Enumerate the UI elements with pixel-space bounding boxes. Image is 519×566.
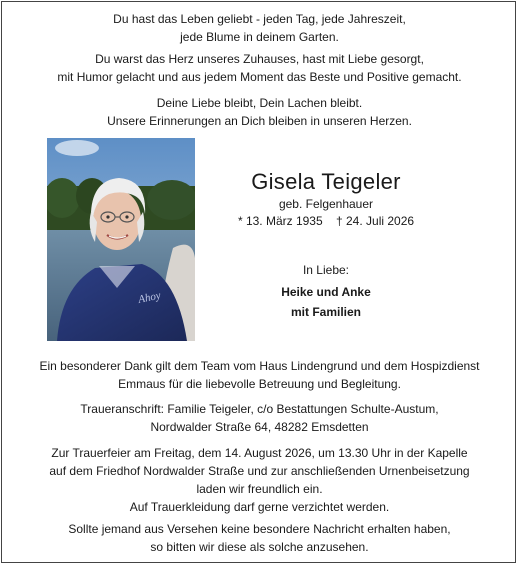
thanks-line: Ein besonderer Dank gilt dem Team vom Haus Lindengrund und dem Hospizdienst [39, 359, 480, 373]
maiden-name: geb. Felgenhauer [278, 197, 374, 211]
address-line: Traueranschrift: Familie Teigeler, c/o Bestattungen Schulte-Austum, [80, 402, 439, 416]
ceremony-line: auf dem Friedhof Nordwalder Straße und zur anschließenden Urnenbeisetzung [49, 464, 470, 478]
deceased-name: Gisela Teigeler [251, 169, 401, 194]
verse-line: Unsere Erinnerungen an Dich bleiben in unseren Herzen. [107, 114, 412, 128]
mourners-intro: In Liebe: [302, 263, 350, 277]
ceremony-line: laden wir freundlich ein. [196, 482, 323, 496]
thanks-line: Emmaus für die liebevolle Betreuung und Begleitung. [118, 377, 401, 391]
ceremony-line: Auf Trauerkleidung darf gerne verzichtet werden. [129, 500, 390, 514]
verse-paragraph-1 [0, 10, 519, 46]
birth-date: * 13. März 1935 [237, 214, 323, 228]
verse-line: mit Humor gelacht und aus jedem Moment das Beste und Positive gemacht. [57, 70, 462, 84]
verse-paragraph-2 [0, 50, 519, 86]
verse-paragraph-3 [0, 94, 519, 130]
life-dates [220, 213, 432, 229]
mourner-line: mit Familien [290, 305, 361, 319]
verse-line: Du warst das Herz unseres Zuhauses, hast mit Liebe gesorgt, [95, 52, 424, 66]
verse-line: Du hast das Leben geliebt - jeden Tag, jede Jahreszeit, [113, 12, 406, 26]
closing-line: Sollte jemand aus Versehen keine besondere Nachricht erhalten haben, [68, 522, 451, 536]
ceremony-paragraph [0, 444, 519, 516]
svg-text:Ahoy: Ahoy [137, 289, 162, 306]
ceremony-line: Zur Trauerfeier am Freitag, dem 14. August 2026, um 13.30 Uhr in der Kapelle [51, 446, 468, 460]
portrait-photo [47, 138, 195, 341]
death-date: † 24. Juli 2026 [336, 214, 415, 228]
address-paragraph [0, 400, 519, 436]
mourners-names [220, 282, 432, 322]
address-line: Nordwalder Straße 64, 48282 Emsdetten [150, 420, 369, 434]
closing-paragraph [0, 520, 519, 556]
thanks-paragraph [0, 357, 519, 393]
mourner-line: Heike und Anke [281, 285, 371, 299]
verse-line: jede Blume in deinem Garten. [180, 30, 339, 44]
closing-line: so bitten wir diese als solche anzusehen. [150, 540, 369, 554]
verse-line: Deine Liebe bleibt, Dein Lachen bleibt. [156, 96, 363, 110]
